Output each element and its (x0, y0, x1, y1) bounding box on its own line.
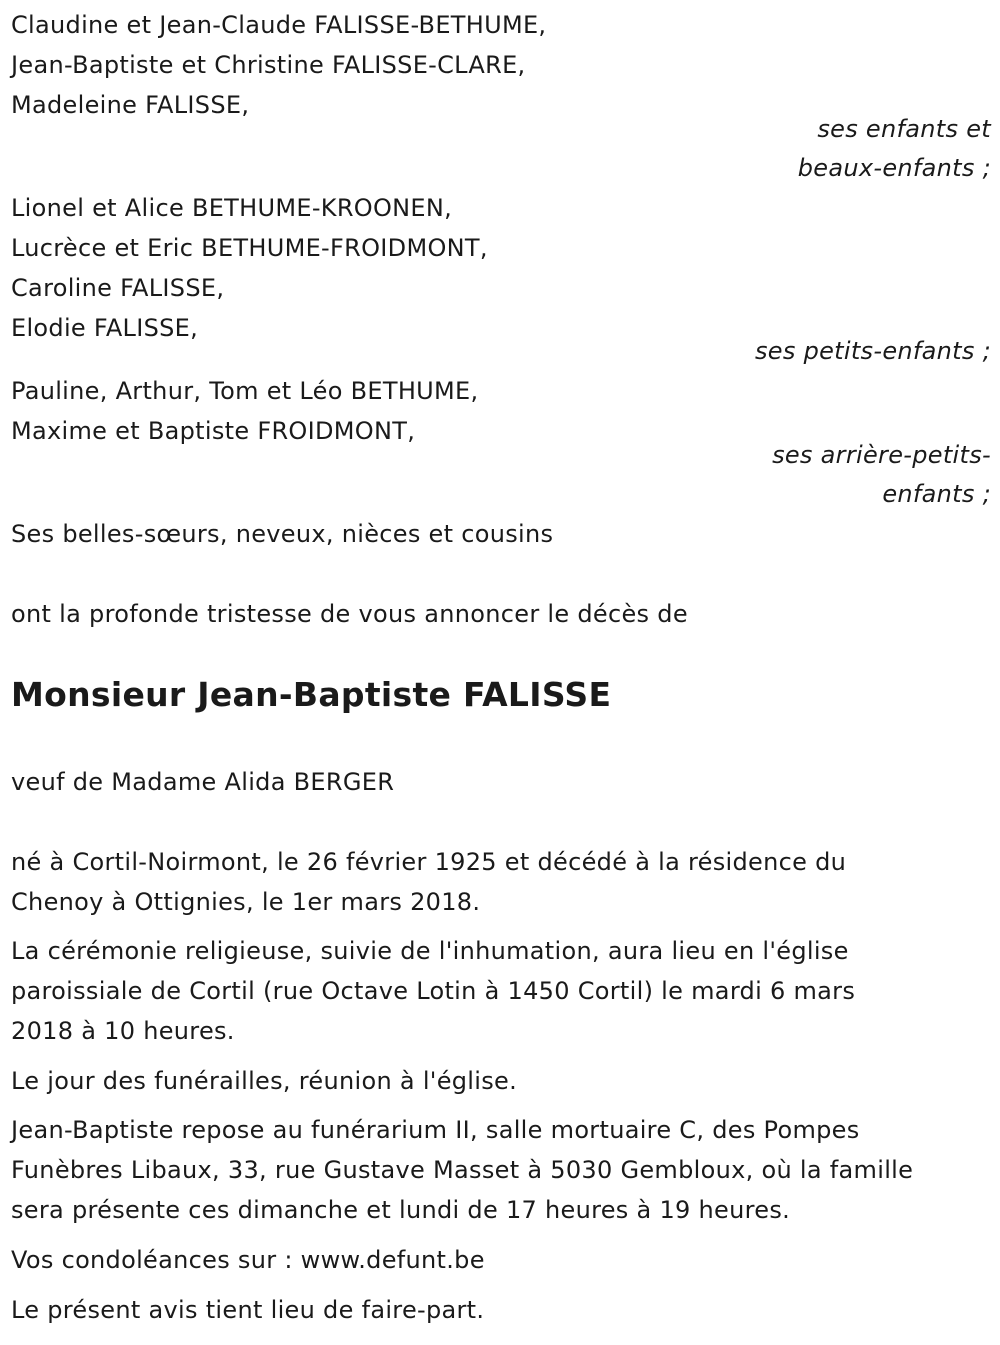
ceremony-paragraph: La cérémonie religieuse, suivie de l'inhumation, aura lieu en l'église paroissiale de Cortil (rue Octave Lotin à 1450 Cortil) le mardi 6 mars 2018 à 10 heures. (11, 937, 856, 1045)
family-member-line: Maxime et Baptiste FROIDMONT, (11, 417, 416, 445)
family-member-line: Jean-Baptiste et Christine FALISSE-CLARE, (11, 51, 526, 79)
relationship-label: ses arrière-petits- (772, 441, 991, 469)
funeral-meeting-line: Le jour des funérailles, réunion à l'église. (11, 1067, 518, 1095)
widower-line: veuf de Madame Alida BERGER (11, 768, 395, 796)
relationship-label: ses petits-enfants ; (754, 337, 991, 365)
family-member-line: Claudine et Jean-Claude FALISSE-BETHUME, (11, 11, 547, 39)
family-member-line: Lucrèce et Eric BETHUME-FROIDMONT, (11, 234, 488, 262)
relationship-label: ses enfants et (817, 115, 991, 143)
condolences-line: Vos condoléances sur : www.defunt.be (11, 1246, 485, 1274)
relationship-label: enfants ; (882, 480, 991, 508)
family-member-line: Madeleine FALISSE, (11, 91, 250, 119)
family-member-line: Elodie FALISSE, (11, 314, 199, 342)
family-member-line: Lionel et Alice BETHUME-KROONEN, (11, 194, 453, 222)
announcement-line: ont la profonde tristesse de vous annoncer le décès de (11, 600, 688, 628)
family-member-line: Caroline FALISSE, (11, 274, 225, 302)
funerarium-paragraph: Jean-Baptiste repose au funérarium II, salle mortuaire C, des Pompes Funèbres Libaux, 33, rue Gustave Masset à 5030 Gembloux, où la famille sera présente ces dimanche et lundi de 17 heures à 19 heures. (11, 1116, 914, 1224)
family-member-line: Pauline, Arthur, Tom et Léo BETHUME, (11, 377, 479, 405)
relationship-label: beaux-enfants ; (797, 154, 991, 182)
deceased-name: Monsieur Jean-Baptiste FALISSE (11, 675, 612, 714)
birth-death-paragraph: né à Cortil-Noirmont, le 26 février 1925 et décédé à la résidence du Chenoy à Ottignies, le 1er mars 2018. (11, 848, 847, 916)
relatives-line: Ses belles-sœurs, neveux, nièces et cousins (11, 520, 554, 548)
notice-line: Le présent avis tient lieu de faire-part. (11, 1296, 485, 1324)
